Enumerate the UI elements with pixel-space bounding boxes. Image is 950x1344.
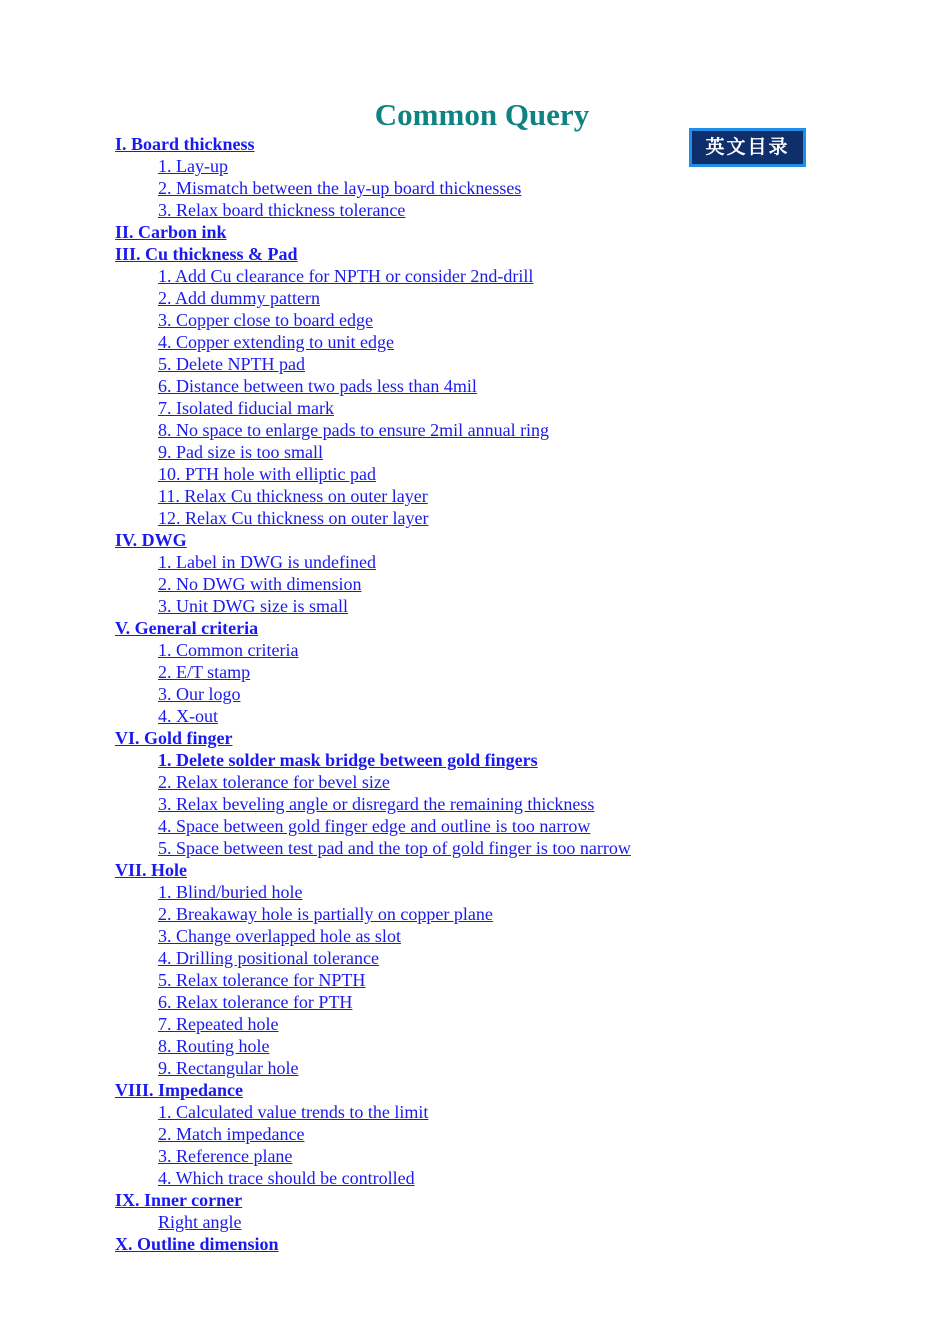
link-routing-hole[interactable]: 8. Routing hole <box>158 1036 270 1056</box>
link-relax-beveling-angle[interactable]: 3. Relax beveling angle or disregard the remaining thickness <box>158 794 595 814</box>
section-link-carbon-ink[interactable]: II. Carbon ink <box>115 222 227 242</box>
link-calculated-value-limit[interactable]: 1. Calculated value trends to the limit <box>158 1102 429 1122</box>
link-label-dwg-undefined[interactable]: 1. Label in DWG is undefined <box>158 552 376 572</box>
link-copper-close-to-board-edge[interactable]: 3. Copper close to board edge <box>158 310 373 330</box>
section-cu-thickness-pad <box>115 243 755 529</box>
link-relax-tolerance-pth[interactable]: 6. Relax tolerance for PTH <box>158 992 353 1012</box>
link-repeated-hole[interactable]: 7. Repeated hole <box>158 1014 279 1034</box>
section-link-impedance[interactable]: VIII. Impedance <box>115 1080 244 1100</box>
link-pad-size-too-small[interactable]: 9. Pad size is too small <box>158 442 323 462</box>
section-link-general-criteria[interactable]: V. General criteria <box>115 618 259 638</box>
link-lay-up[interactable]: 1. Lay-up <box>158 156 228 176</box>
section-link-outline-dimension[interactable]: X. Outline dimension <box>115 1234 279 1254</box>
section-board-thickness <box>115 133 755 221</box>
link-isolated-fiducial-mark[interactable]: 7. Isolated fiducial mark <box>158 398 334 418</box>
link-delete-solder-mask-bridge[interactable]: 1. Delete solder mask bridge between gold fingers <box>158 750 538 770</box>
section-link-hole[interactable]: VII. Hole <box>115 860 187 880</box>
link-blind-buried-hole[interactable]: 1. Blind/buried hole <box>158 882 303 902</box>
link-breakaway-hole[interactable]: 2. Breakaway hole is partially on copper plane <box>158 904 493 924</box>
page-title: Common Query <box>374 97 590 132</box>
link-drilling-positional-tolerance[interactable]: 4. Drilling positional tolerance <box>158 948 379 968</box>
section-inner-corner <box>115 1189 755 1233</box>
link-relax-cu-thickness-outer-1[interactable]: 11. Relax Cu thickness on outer layer <box>158 486 428 506</box>
section-carbon-ink <box>115 221 755 243</box>
link-delete-npth-pad[interactable]: 5. Delete NPTH pad <box>158 354 305 374</box>
link-our-logo[interactable]: 3. Our logo <box>158 684 241 704</box>
link-no-space-enlarge-pads[interactable]: 8. No space to enlarge pads to ensure 2mil annual ring <box>158 420 550 440</box>
link-unit-dwg-size-small[interactable]: 3. Unit DWG size is small <box>158 596 348 616</box>
link-match-impedance[interactable]: 2. Match impedance <box>158 1124 305 1144</box>
link-add-dummy-pattern[interactable]: 2. Add dummy pattern <box>158 288 320 308</box>
link-gold-finger-edge-outline-space[interactable]: 4. Space between gold finger edge and outline is too narrow <box>158 816 591 836</box>
link-et-stamp[interactable]: 2. E/T stamp <box>158 662 251 682</box>
link-relax-cu-thickness-outer-2[interactable]: 12. Relax Cu thickness on outer layer <box>158 508 429 528</box>
section-link-dwg[interactable]: IV. DWG <box>115 530 187 550</box>
link-add-cu-clearance-npth[interactable]: 1. Add Cu clearance for NPTH or consider 2nd-drill <box>158 266 534 286</box>
table-of-contents <box>115 133 755 1255</box>
link-test-pad-gold-finger-space[interactable]: 5. Space between test pad and the top of gold finger is too narrow <box>158 838 631 858</box>
link-x-out[interactable]: 4. X-out <box>158 706 218 726</box>
link-relax-tolerance-npth[interactable]: 5. Relax tolerance for NPTH <box>158 970 366 990</box>
section-outline-dimension <box>115 1233 755 1255</box>
link-reference-plane[interactable]: 3. Reference plane <box>158 1146 293 1166</box>
link-overlapped-hole-slot[interactable]: 3. Change overlapped hole as slot <box>158 926 401 946</box>
section-link-board-thickness[interactable]: I. Board thickness <box>115 134 255 154</box>
link-copper-extending-to-unit-edge[interactable]: 4. Copper extending to unit edge <box>158 332 394 352</box>
section-dwg <box>115 529 755 617</box>
link-relax-board-thickness-tolerance[interactable]: 3. Relax board thickness tolerance <box>158 200 406 220</box>
section-general-criteria <box>115 617 755 727</box>
english-index-button[interactable]: 英文目录 <box>689 128 806 167</box>
section-link-cu-thickness-pad[interactable]: III. Cu thickness & Pad <box>115 244 298 264</box>
section-link-gold-finger[interactable]: VI. Gold finger <box>115 728 233 748</box>
link-no-dwg-dimension[interactable]: 2. No DWG with dimension <box>158 574 362 594</box>
section-gold-finger <box>115 727 755 859</box>
link-rectangular-hole[interactable]: 9. Rectangular hole <box>158 1058 299 1078</box>
link-distance-between-pads[interactable]: 6. Distance between two pads less than 4mil <box>158 376 477 396</box>
link-relax-bevel-size-tolerance[interactable]: 2. Relax tolerance for bevel size <box>158 772 390 792</box>
link-pth-hole-elliptic-pad[interactable]: 10. PTH hole with elliptic pad <box>158 464 376 484</box>
section-hole <box>115 859 755 1079</box>
link-mismatch-lay-up-thickness[interactable]: 2. Mismatch between the lay-up board thicknesses <box>158 178 522 198</box>
link-right-angle[interactable]: Right angle <box>158 1212 242 1232</box>
link-common-criteria[interactable]: 1. Common criteria <box>158 640 299 660</box>
section-impedance <box>115 1079 755 1189</box>
link-which-trace-controlled[interactable]: 4. Which trace should be controlled <box>158 1168 415 1188</box>
section-link-inner-corner[interactable]: IX. Inner corner <box>115 1190 243 1210</box>
